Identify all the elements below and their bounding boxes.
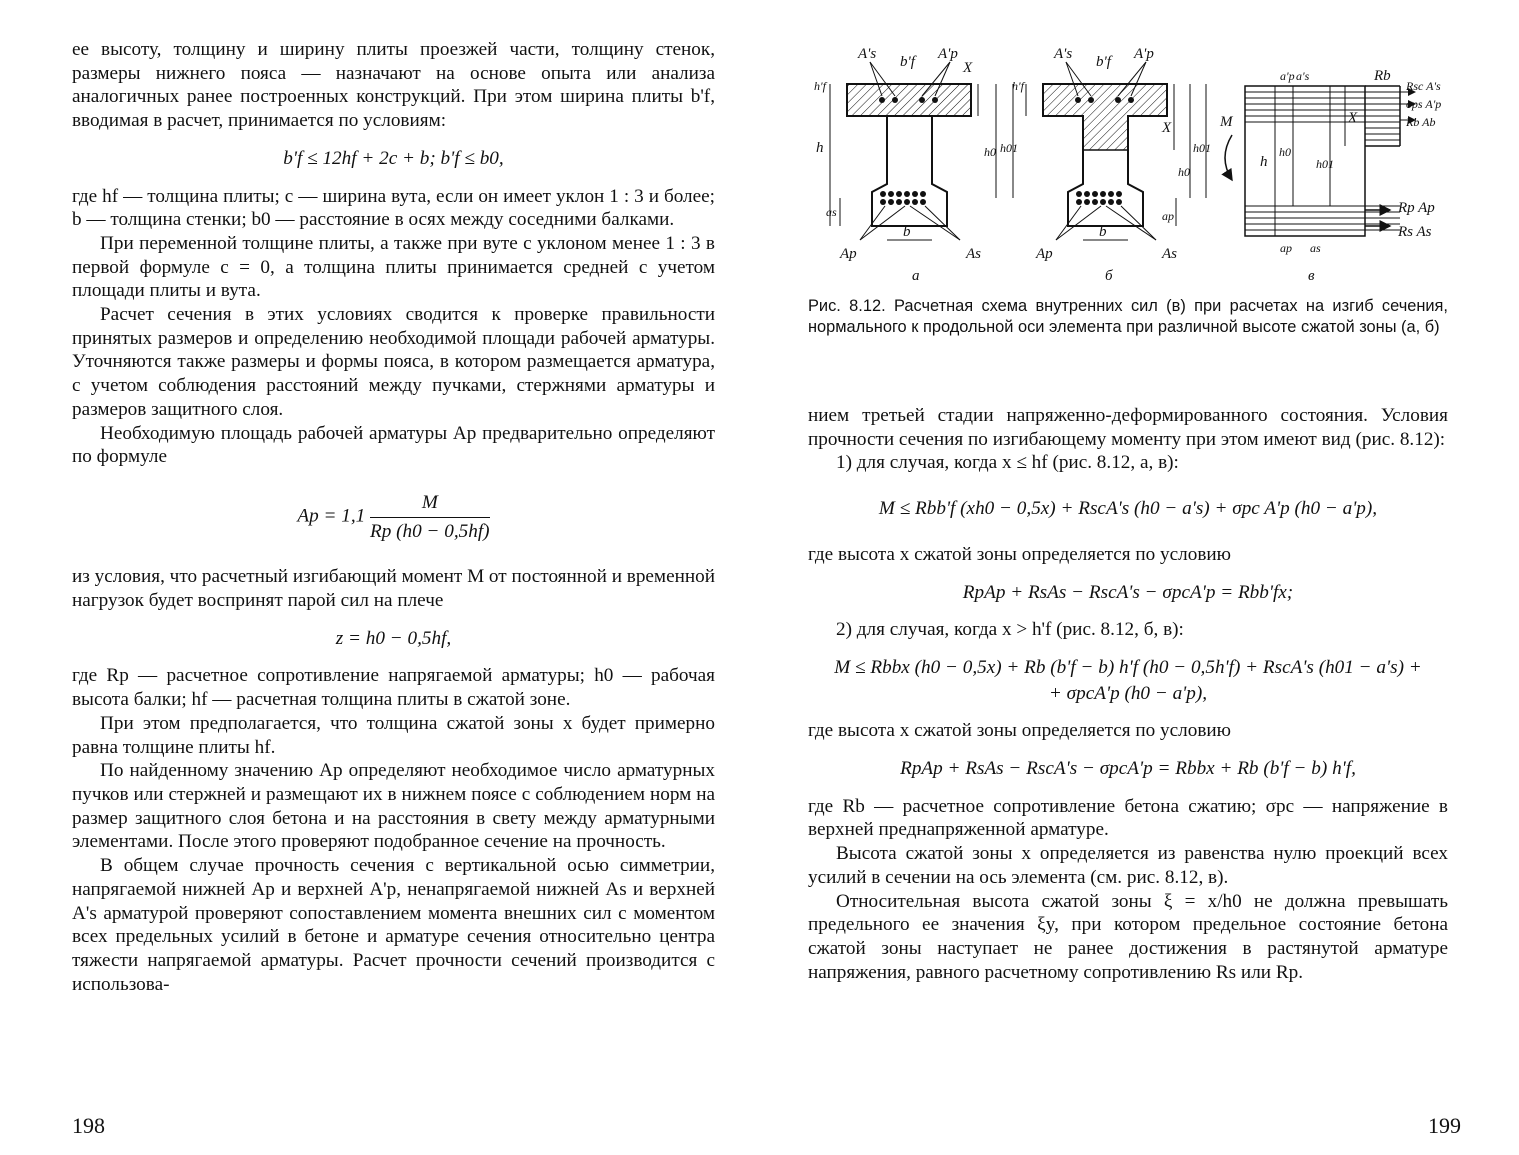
page-number-left: 198 <box>72 1113 105 1138</box>
label-h0-b: h0 <box>1178 165 1190 179</box>
label-X-b: X <box>1162 120 1172 136</box>
paragraph: 1) для случая, когда x ≤ hf (рис. 8.12, а, в): <box>836 452 1179 474</box>
label-h01-b: h01 <box>1193 141 1211 155</box>
paragraph: ее высоту, толщину и ширину плиты проезжей части, толщину стенок, размеры нижнего пояса — назначают на основе опыта или анализа аналогичных ранее построенных конструкций. При этом ширина плиты b'f, вводимая в расчет, принимается по условиям: <box>72 39 715 132</box>
label-RbAb: Rb Ab <box>1406 115 1436 129</box>
formula-ap-lhs: Ap = 1,1 <box>297 505 366 527</box>
paragraph: где Rb — расчетное сопротивление бетона сжатию; σpc — напряжение в верхней преднапряженной арматуре. <box>808 795 1448 841</box>
label-b-b: b <box>1099 224 1107 240</box>
label-X-c: X <box>1348 110 1358 126</box>
label-As-b: As <box>1162 246 1177 262</box>
label-h-a: h <box>816 140 824 156</box>
page-number-right: 199 <box>1428 1113 1461 1138</box>
label-Ap-a: Ap <box>840 246 857 262</box>
paragraph: Необходимую площадь рабочей арматуры Ap предварительно определяют по формуле <box>72 422 715 468</box>
formula-case2-line2: + σpcA'p (h0 − a'p), <box>1048 682 1208 704</box>
figure-caption: Рис. 8.12. Расчетная схема внутренних сил (в) при расчетах на изгиб сечения, нормального к продольной оси элемента при различной высоте сжатой зоны (а, б) <box>808 297 1448 336</box>
figure-8-12-drawing <box>800 40 1460 290</box>
formula-ap <box>72 491 715 543</box>
label-bf-b: b'f <box>1096 54 1111 70</box>
label-as-a: as <box>826 205 837 219</box>
paragraph: где высота x сжатой зоны определяется по условию <box>808 720 1231 742</box>
label-as-top-c: a's <box>1296 69 1310 83</box>
paragraph: где высота x сжатой зоны определяется по условию <box>808 543 1231 565</box>
paragraph: где hf — толщина плиты; c — ширина вута, если он имеет уклон 1 : 3 и более; b — толщина стенки; b0 — расстояние в осях между соседними балками. <box>72 185 715 231</box>
label-b-a: b <box>903 224 911 240</box>
label-RscAs: Rsc A's <box>1406 79 1441 93</box>
formula-ap-numerator: M <box>370 491 490 518</box>
paragraph: В общем случае прочность сечения с вертикальной осью симметрии, напрягаемой нижней Ap и верхней A'p, ненапрягаемой нижней As и верхней A's арматурой проверяют сопоставлением момента внешних сил с моментом всех предельных усилий в бетоне и арматуре сечения относительно центра тяжести напрягаемой арматуры. Расчет прочности сечений производится с использова- <box>72 855 715 995</box>
label-RsAs: Rs As <box>1398 224 1432 240</box>
label-ap-top-c: a'p <box>1280 69 1295 83</box>
label-Rb: Rb <box>1374 68 1391 84</box>
paragraph: При этом предполагается, что толщина сжатой зоны x будет примерно равна толщине плиты hf. <box>72 712 715 758</box>
panel-b-section <box>1026 62 1206 240</box>
label-panel-a: а <box>912 268 920 284</box>
formula-bf-condition: b'f ≤ 12hf + 2c + b; b'f ≤ b0, <box>283 147 504 169</box>
label-h01-c: h01 <box>1316 157 1334 171</box>
right-page <box>760 0 1519 1155</box>
left-text-column <box>72 38 715 996</box>
label-bf-a: b'f <box>900 54 915 70</box>
figure-8-12 <box>800 40 1460 290</box>
paragraph: 2) для случая, когда x > h'f (рис. 8.12, б, в): <box>836 619 1184 641</box>
paragraph: Высота сжатой зоны x определяется из равенства нулю проекций всех усилий в сечении на ось элемента (см. рис. 8.12, в). <box>808 843 1448 888</box>
label-As-a: As <box>966 246 981 262</box>
label-hf-b: h'f <box>1012 79 1024 93</box>
label-As-top-a: A's <box>858 46 877 62</box>
paragraph: из условия, что расчетный изгибающий момент M от постоянной и временной нагрузок будет воспринят парой сил на плече <box>72 566 715 612</box>
formula-ap-denominator: Rp (h0 − 0,5hf) <box>370 520 490 542</box>
formula-case1-condition: RpAp + RsAs − RscA's − σpcA'p = Rbb'fx; <box>962 581 1294 603</box>
label-Ap-b: Ap <box>1036 246 1053 262</box>
paragraph: Расчет сечения в этих условиях сводится к проверке правильности принятых размеров и определению необходимой площади рабочей арматуры. Уточняются также размеры и формы пояса, в котором размещается арматура, с учетом соблюдения расстояний между пучками, стержнями арматуры и размеров защитного слоя. <box>72 304 715 420</box>
paragraph: При переменной толщине плиты, а также при вуте с уклоном менее 1 : 3 в первой формуле c = 0, а толщина плиты принимается средней с учетом площади плиты и вута. <box>72 232 715 302</box>
label-ap-b: ap <box>1162 209 1174 223</box>
paragraph: По найденному значению Ap определяют необходимое число арматурных пучков или стержней и размещают их в нижнем поясе с соблюдением норм на размер защитного слоя бетона и на расстояния в свету между арматурными элементами. После этого проверяют подобранное сечение на прочность. <box>72 760 715 853</box>
label-h01-a: h01 <box>1000 141 1018 155</box>
label-RpAp: Rp Ap <box>1398 200 1435 216</box>
formula-case2-line1: M ≤ Rbbx (h0 − 0,5x) + Rb (b'f − b) h'f (h0 − 0,5h'f) + RscA's (h01 − a's) + <box>834 656 1422 678</box>
label-hf-a: h'f <box>814 79 826 93</box>
formula-case2-condition: RpAp + RsAs − RscA's − σpcA'p = Rbbx + Rb (b'f − b) h'f, <box>900 758 1356 780</box>
label-h0-a: h0 <box>984 145 996 159</box>
label-panel-c: в <box>1308 268 1315 284</box>
label-ap-c: ap <box>1280 241 1292 255</box>
formula-ap-fraction <box>370 491 490 543</box>
paragraph: нием третьей стадии напряженно-деформированного состояния. Условия прочности сечения по изгибающему моменту при этом имеют вид (рис. 8.12): <box>808 405 1448 450</box>
label-Ap-top-b: A'p <box>1134 46 1154 62</box>
label-h0-c: h0 <box>1279 145 1291 159</box>
formula-case1: M ≤ Rbb'f (xh0 − 0,5x) + RscA's (h0 − a's) + σpc A'p (h0 − a'p), <box>878 498 1378 520</box>
right-text-column <box>808 404 1448 984</box>
paragraph: Относительная высота сжатой зоны ξ = x/h0 не должна превышать предельного ее значения ξy, при котором предельное состояние бетона сжатой зоны наступает не ранее достижения в растянутой арматуре напряжения, равного расчетному сопротивлению Rs или Rp. <box>808 890 1448 983</box>
label-sigmaAp: σps A'p <box>1406 97 1442 111</box>
label-panel-b: б <box>1105 268 1113 284</box>
label-X-a: X <box>963 60 973 76</box>
label-as-c: as <box>1310 241 1321 255</box>
label-h-c: h <box>1260 154 1268 170</box>
paragraph: где Rp — расчетное сопротивление напрягаемой арматуры; h0 — рабочая высота балки; hf — расчетная толщина плиты в сжатой зоне. <box>72 665 715 711</box>
label-As-top-b: A's <box>1054 46 1073 62</box>
label-Ap-top-a: A'p <box>938 46 958 62</box>
formula-z: z = h0 − 0,5hf, <box>335 627 452 649</box>
label-M: M <box>1220 114 1233 130</box>
